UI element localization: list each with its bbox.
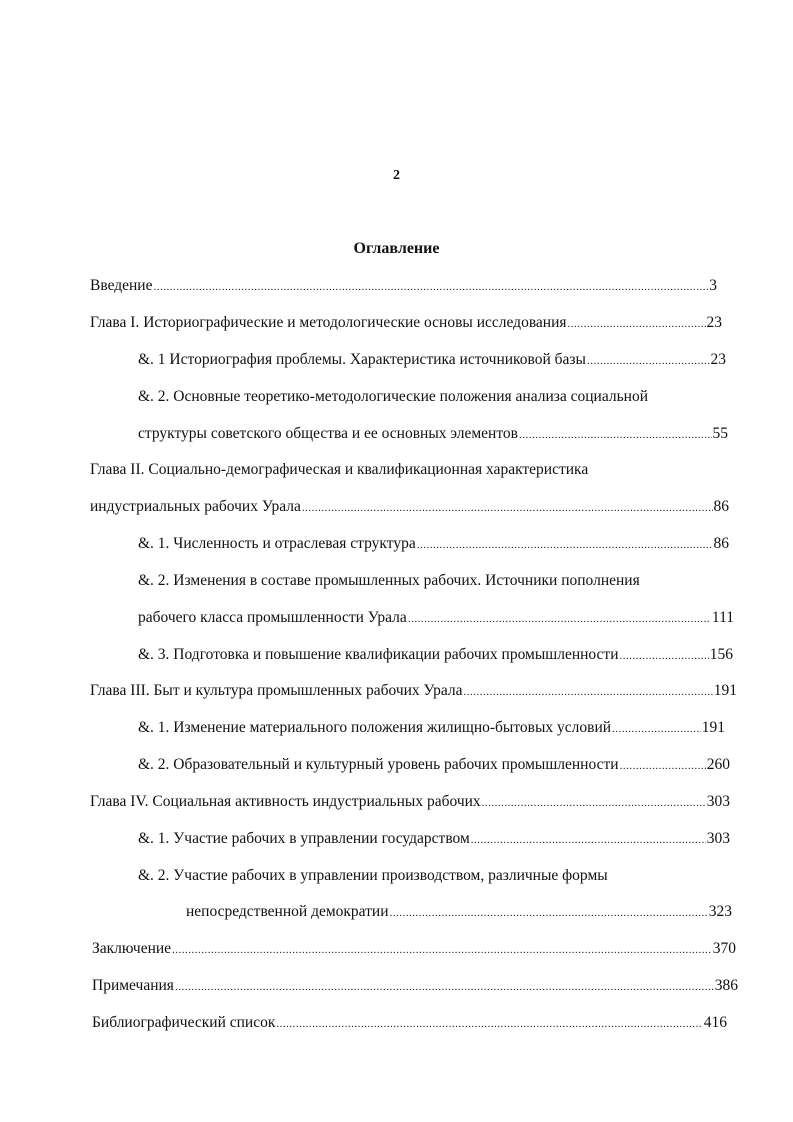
leader-dots xyxy=(276,1014,702,1034)
toc-entry-chapter-2 xyxy=(90,460,650,480)
toc-entry-label: Введение xyxy=(90,277,153,294)
leader-dots xyxy=(612,719,701,739)
toc-entry-label: Примечания xyxy=(92,977,174,994)
toc-entry-section-1-2-cont xyxy=(138,424,728,444)
toc-entry-page: 386 xyxy=(714,977,738,994)
toc-entry-label: &. 2. Основные теоретико-методологические положения анализа социальной xyxy=(138,388,649,405)
leader-dots xyxy=(172,940,712,960)
leader-dots xyxy=(417,535,713,555)
toc-entry-introduction xyxy=(90,276,717,296)
toc-entry-chapter-1 xyxy=(90,313,722,333)
toc-entry-page: 260 xyxy=(706,756,730,773)
leader-dots xyxy=(620,756,706,776)
toc-entry-page: 370 xyxy=(712,940,736,957)
toc-entry-label: Глава I. Историографические и методологические основы исследования xyxy=(90,314,567,331)
toc-entry-label: Библиографический список xyxy=(92,1014,276,1031)
toc-entry-label: рабочего класса промышленности Урала xyxy=(138,609,407,626)
leader-dots xyxy=(464,682,713,702)
toc-entry-section-4-1 xyxy=(138,829,730,849)
leader-dots xyxy=(153,277,708,297)
toc-entry-page: 416 xyxy=(703,1014,727,1031)
toc-entry-page: 55 xyxy=(712,425,728,442)
toc-entry-label: индустриальных рабочих Урала xyxy=(90,498,301,515)
leader-dots xyxy=(482,793,706,813)
toc-entry-page: 156 xyxy=(709,646,733,663)
toc-entry-section-2-1 xyxy=(138,534,729,554)
toc-entry-label: &. 2. Участие рабочих в управлении производством, различные формы xyxy=(138,867,608,884)
toc-title: Оглавление xyxy=(353,240,440,257)
leader-dots xyxy=(568,314,706,334)
toc-entry-notes xyxy=(92,976,738,996)
toc-entry-section-1-2 xyxy=(138,387,698,407)
toc-entry-section-1-1 xyxy=(138,350,726,370)
toc-entry-section-3-1 xyxy=(138,718,725,738)
toc-entry-page: 191 xyxy=(701,719,725,736)
toc-entry-section-4-2 xyxy=(138,866,698,886)
toc-entry-label: &. 2. Изменения в составе промышленных рабочих. Источники пополнения xyxy=(138,572,640,589)
toc-entry-chapter-2-cont xyxy=(90,497,729,517)
page-number: 2 xyxy=(393,168,400,183)
toc-entry-section-2-2 xyxy=(138,571,698,591)
toc-entry-page: 23 xyxy=(706,314,722,331)
toc-entry-chapter-4 xyxy=(90,792,730,812)
leader-dots xyxy=(620,646,709,666)
toc-entry-section-4-2-cont xyxy=(186,902,732,922)
toc-entry-page: 23 xyxy=(710,351,726,368)
toc-entry-label: &. 3. Подготовка и повышение квалификации рабочих промышленности xyxy=(138,646,619,663)
leader-dots xyxy=(302,498,713,518)
toc-entry-page: 191 xyxy=(713,682,737,699)
toc-entry-label: Глава IV. Социальная активность индустриальных рабочих xyxy=(90,793,481,810)
toc-entry-label: непосредственной демократии xyxy=(186,903,389,920)
toc-entry-label: &. 1. Изменение материального положения жилищно-бытовых условий xyxy=(138,719,612,736)
toc-entry-page: 323 xyxy=(708,903,732,920)
leader-dots xyxy=(175,977,714,997)
toc-entry-conclusion xyxy=(92,939,736,959)
toc-entry-section-2-2-cont xyxy=(138,608,734,628)
toc-entry-label: &. 1. Численность и отраслевая структура xyxy=(138,535,416,552)
toc-entry-page: 86 xyxy=(713,535,729,552)
toc-entry-page: 303 xyxy=(706,793,730,810)
toc-entry-label: структуры советского общества и ее основных элементов xyxy=(138,425,518,442)
leader-dots xyxy=(408,609,711,629)
toc-entry-chapter-3 xyxy=(90,681,737,701)
toc-entry-label: Заключение xyxy=(92,940,172,957)
toc-entry-page: 86 xyxy=(713,498,729,515)
toc-entry-label: &. 1. Участие рабочих в управлении государством xyxy=(138,830,470,847)
leader-dots xyxy=(471,830,706,850)
toc-entry-section-2-3 xyxy=(138,645,733,665)
toc-entry-label: Глава III. Быт и культура промышленных рабочих Урала xyxy=(90,682,463,699)
toc-entry-label: Глава II. Социально-демографическая и квалификационная характеристика xyxy=(90,461,589,478)
toc-entry-label: &. 1 Историография проблемы. Характеристика источниковой базы xyxy=(138,351,586,368)
toc-entry-page: 303 xyxy=(706,830,730,847)
toc-entry-label: &. 2. Образовательный и культурный уровень рабочих промышленности xyxy=(138,756,619,773)
leader-dots xyxy=(587,351,710,371)
toc-entry-bibliography xyxy=(92,1013,727,1033)
toc-entry-page: 3 xyxy=(709,277,717,294)
leader-dots xyxy=(519,425,712,445)
toc-entry-page: 111 xyxy=(711,609,734,626)
leader-dots xyxy=(390,903,708,923)
toc-entry-section-3-2 xyxy=(138,755,730,775)
